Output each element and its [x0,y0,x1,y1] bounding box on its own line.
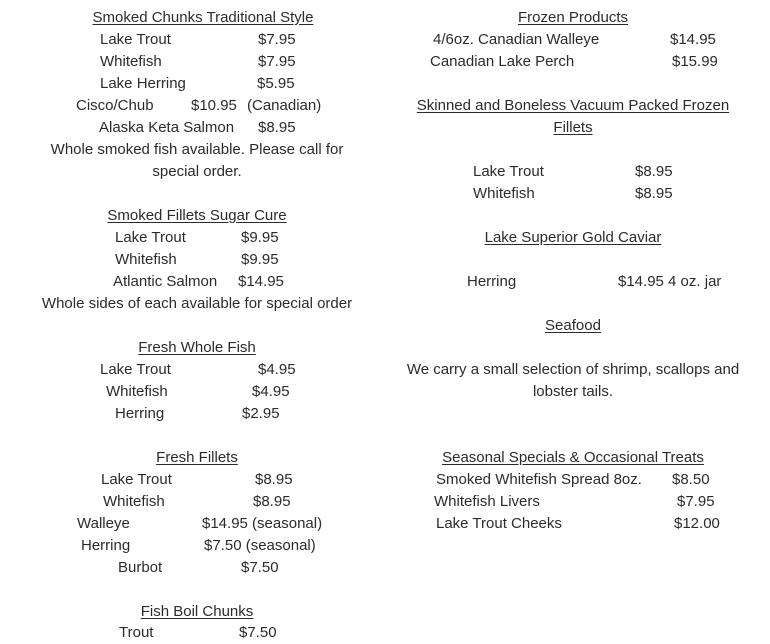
item-name: Herring [115,405,165,422]
section-heading-vacuum-packed-line2: Fillets [553,119,593,136]
item-price: $8.95 [258,119,296,136]
item-name: Smoked Whitefish Spread 8oz. [436,471,642,488]
item-name: Whitefish [115,251,177,268]
section-heading-seasonal-specials: Seasonal Specials & Occasional Treats [442,449,704,466]
item-name: Lake Trout [115,229,186,246]
section-heading-smoked-chunks: Smoked Chunks Traditional Style [92,9,314,26]
item-name: Walleye [77,515,130,532]
item-name: Lake Trout [101,471,172,488]
item-name: Alaska Keta Salmon [99,119,235,136]
item-price: $7.50 (seasonal) [204,537,316,554]
item-name: Whitefish [106,383,168,400]
item-name: Herring [81,537,131,554]
item-price: $12.00 [674,515,720,532]
item-note: (Canadian) [247,97,322,114]
item-price: $7.95 [258,53,296,70]
item-name: Atlantic Salmon [113,273,218,290]
item-price: $4.95 [258,361,296,378]
section-heading-fresh-fillets: Fresh Fillets [156,449,238,466]
item-price: $7.95 [677,493,715,510]
item-name: Whitefish [100,53,162,70]
item-price: $15.99 [672,53,718,70]
item-price: $9.95 [241,251,279,268]
section-heading-fresh-whole-fish: Fresh Whole Fish [138,339,256,356]
section-heading-caviar: Lake Superior Gold Caviar [484,229,662,246]
item-price: $4.95 [252,383,290,400]
section-heading-frozen-products: Frozen Products [517,9,629,26]
section-heading-vacuum-packed: Skinned and Boneless Vacuum Packed Frozen [416,97,730,114]
section-heading-seafood: Seafood [545,317,601,334]
item-price: $7.50 [241,559,279,576]
item-price: $7.95 [258,31,296,48]
item-name: Burbot [118,559,163,576]
item-price: $14.95 4 oz. jar [618,273,722,290]
item-name: Canadian Lake Perch [430,53,575,70]
item-name: Lake Herring [100,75,186,92]
section-text: We carry a small selection of shrimp, scallops and [406,361,740,378]
item-price: $14.95 [670,31,716,48]
item-name: Herring [467,273,517,290]
item-name: Whitefish Livers [434,493,540,510]
section-note: Whole sides of each available for special order [41,295,353,312]
item-price: $8.95 [253,493,291,510]
item-price: $8.95 [635,185,673,202]
item-price: $10.95 [191,97,237,114]
item-price: $9.95 [241,229,279,246]
item-name: Trout [119,624,154,641]
item-name: Lake Trout [100,31,171,48]
section-heading-fish-boil-chunks: Fish Boil Chunks [140,603,254,620]
item-name: Lake Trout [473,163,544,180]
item-price: $14.95 [238,273,284,290]
item-price: $7.50 [239,624,277,641]
item-price: $14.95 (seasonal) [202,515,323,532]
item-price: $2.95 [242,405,280,422]
section-note: Whole smoked fish available. Please call for [50,141,344,158]
item-price: $8.50 [672,471,710,488]
item-name: Whitefish [103,493,165,510]
item-name: Lake Trout Cheeks [436,515,562,532]
item-name: Lake Trout [100,361,171,378]
item-price: $8.95 [255,471,293,488]
section-heading-smoked-fillets: Smoked Fillets Sugar Cure [107,207,287,224]
section-text: lobster tails. [532,383,614,400]
item-price: $8.95 [635,163,673,180]
item-name: Cisco/Chub [76,97,154,114]
section-note: special order. [152,163,242,180]
item-name: 4/6oz. Canadian Walleye [433,31,600,48]
item-name: Whitefish [473,185,535,202]
item-price: $5.95 [257,75,295,92]
